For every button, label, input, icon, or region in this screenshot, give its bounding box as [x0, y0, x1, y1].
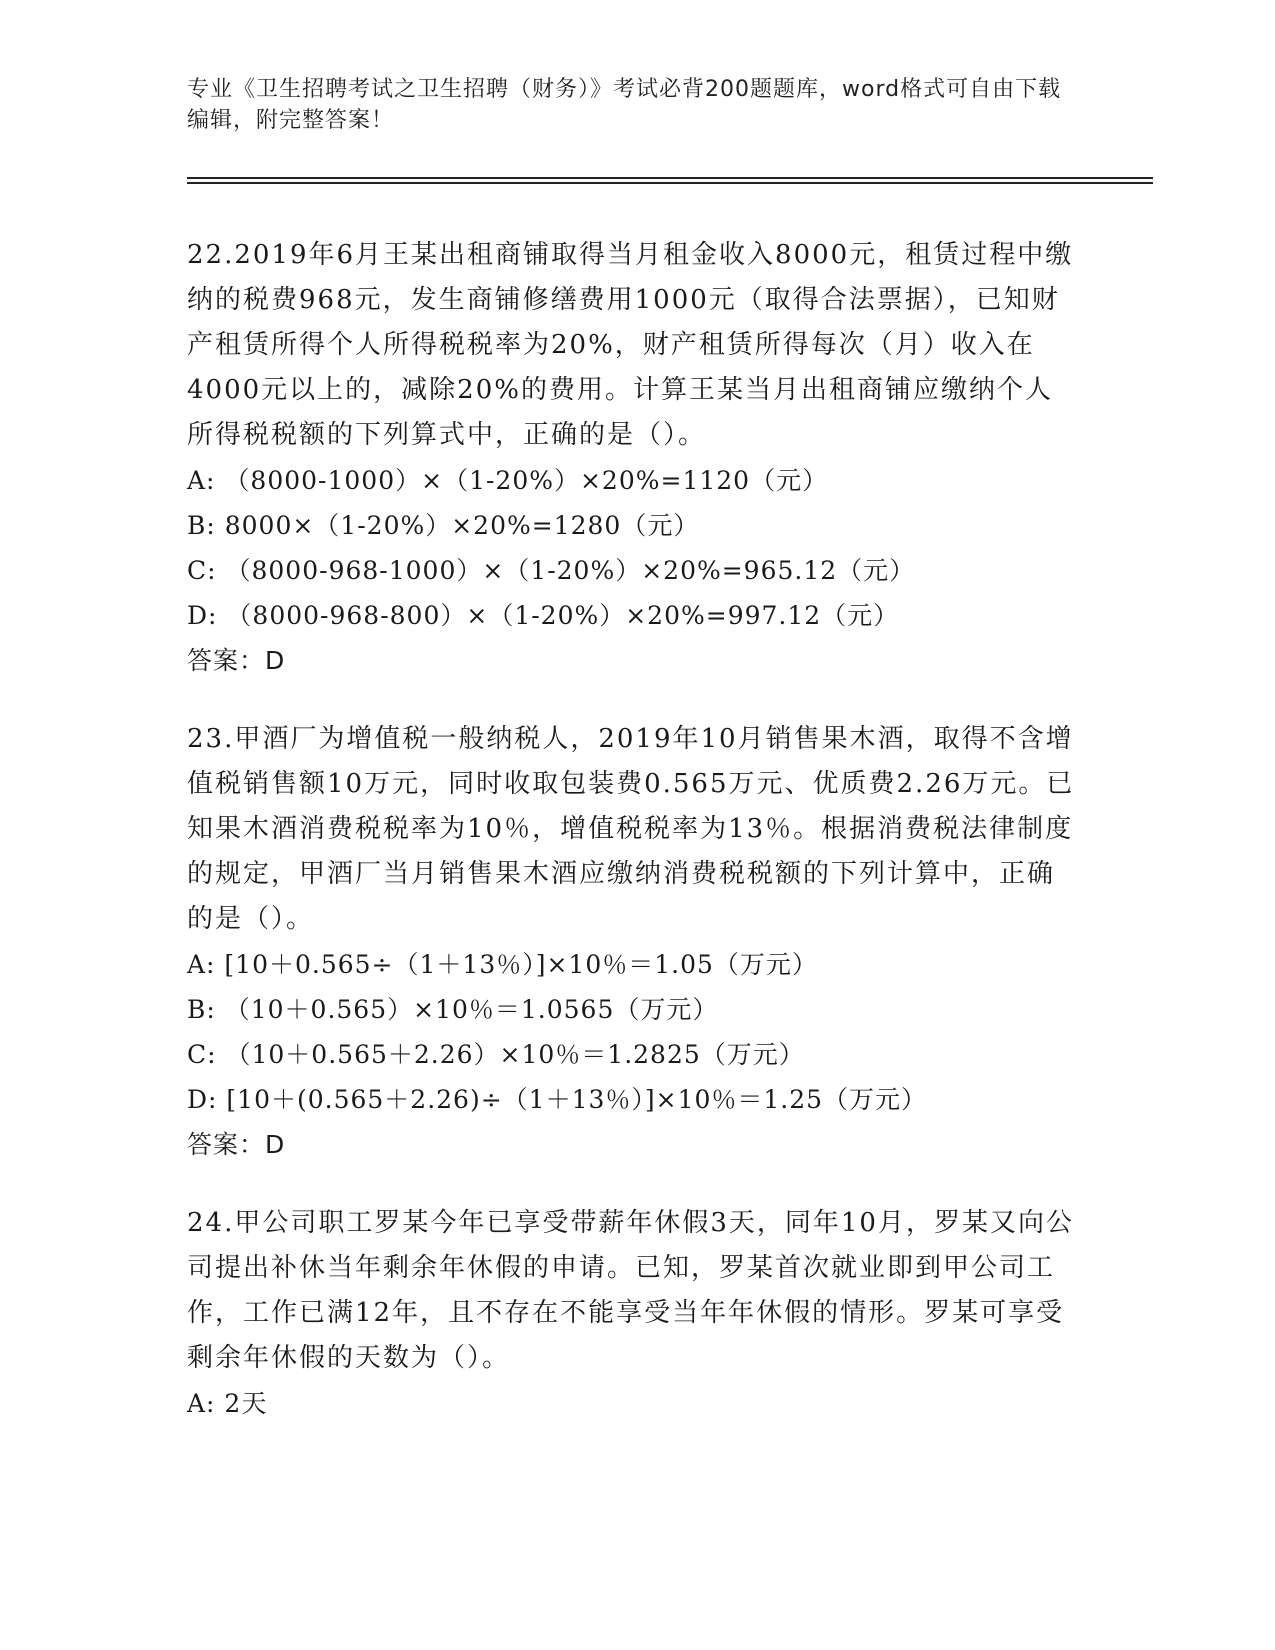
question-24	[187, 1201, 1077, 1426]
question-list	[187, 233, 1077, 1460]
option-b: B: 8000×（1-20%）×20%=1280（元）	[187, 511, 700, 540]
header-divider-top	[187, 177, 1153, 179]
question-stem: 24.甲公司职工罗某今年已享受带薪年休假3天，同年10月，罗某又向公司提出补休当年剩余年休假的申请。已知，罗某首次就业即到甲公司工作，工作已满12年，且不存在不能享受当年年休假的情形。罗某可享受剩余年休假的天数为（）。	[187, 1208, 1074, 1373]
answer: 答案：D	[187, 1130, 286, 1159]
option-d: D: [10＋(0.565＋2.26)÷（1＋13％）]×10％＝1.25（万元）	[187, 1085, 928, 1114]
question-23	[187, 717, 1077, 1167]
header-divider-bottom	[187, 182, 1153, 184]
document-header: 专业《卫生招聘考试之卫生招聘（财务）》考试必背200题题库，word格式可自由下载编辑，附完整答案！	[187, 77, 1062, 133]
option-d: D: （8000-968-800）×（1-20%）×20%=997.12（元）	[187, 601, 900, 630]
option-b: B: （10＋0.565）×10％＝1.0565（万元）	[187, 995, 719, 1024]
option-a: A: [10＋0.565÷（1＋13％）]×10％＝1.05（万元）	[187, 950, 818, 979]
option-c: C: （8000-968-1000）×（1-20%）×20%=965.12（元）	[187, 556, 916, 585]
option-a: A: 2天	[187, 1389, 268, 1418]
question-stem: 22.2019年6月王某出租商铺取得当月租金收入8000元，租赁过程中缴纳的税费968元，发生商铺修缮费用1000元（取得合法票据），已知财产租赁所得个人所得税税率为20%，财产租赁所得每次（月）收入在4000元以上的，减除20%的费用。计算王某当月出租商铺应缴纳个人所得税税额的下列算式中，正确的是（）。	[187, 240, 1074, 450]
option-c: C: （10＋0.565＋2.26）×10％＝1.2825（万元）	[187, 1040, 805, 1069]
question-22	[187, 233, 1077, 683]
option-a: A: （8000-1000）×（1-20%）×20%=1120（元）	[187, 466, 829, 495]
question-stem: 23.甲酒厂为增值税一般纳税人，2019年10月销售果木酒，取得不含增值税销售额10万元，同时收取包装费0.565万元、优质费2.26万元。已知果木酒消费税税率为10％，增值税税率为13％。根据消费税法律制度的规定，甲酒厂当月销售果木酒应缴纳消费税税额的下列计算中，正确的是（）。	[187, 724, 1075, 934]
answer: 答案：D	[187, 646, 286, 675]
